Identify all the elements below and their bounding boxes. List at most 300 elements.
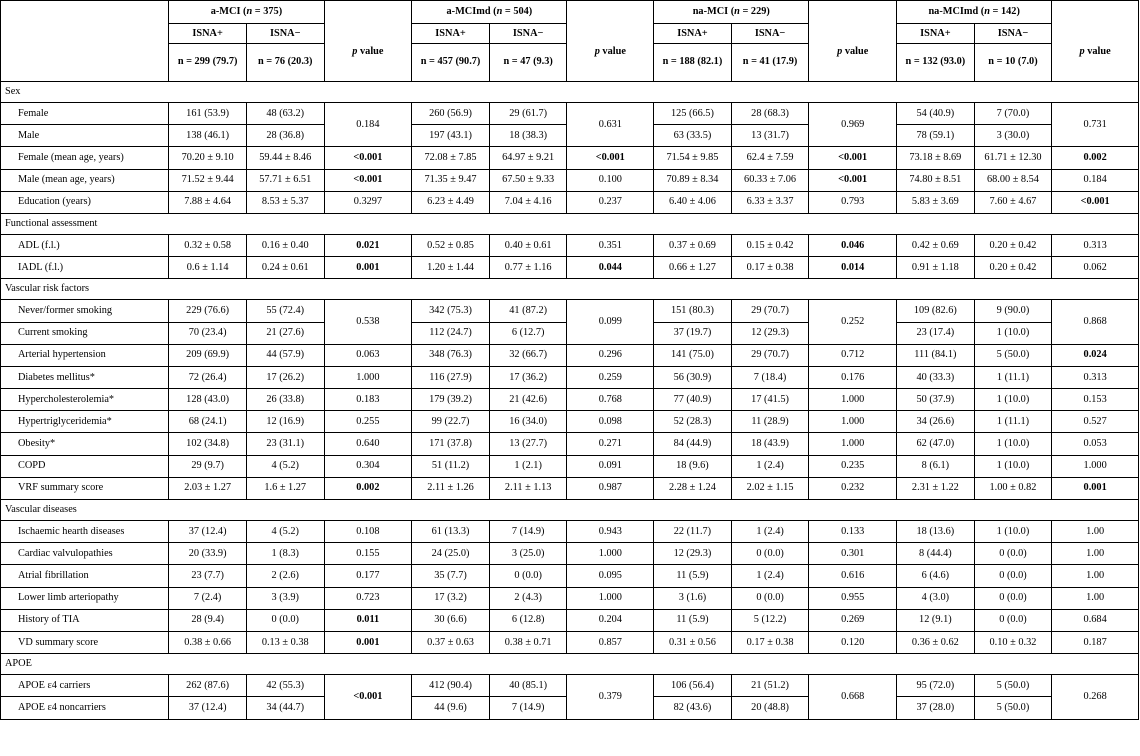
cell: 6 (12.7): [489, 322, 567, 344]
n-count: n = 47 (9.3): [489, 44, 567, 82]
p-value: 0.527: [1052, 411, 1139, 433]
cell: 161 (53.9): [169, 103, 247, 125]
cell: 12 (16.9): [246, 411, 324, 433]
row-label: Cardiac valvulopathies: [1, 543, 169, 565]
cell: 21 (27.6): [246, 322, 324, 344]
cell: 0.38 ± 0.71: [489, 631, 567, 653]
section-title-vascular-risk: Vascular risk factors: [1, 279, 1139, 300]
row-label: VRF summary score: [1, 477, 169, 499]
cell: 3 (30.0): [974, 125, 1052, 147]
p-value: 1.000: [324, 366, 412, 388]
cell: 0.10 ± 0.32: [974, 631, 1052, 653]
cell: 0 (0.0): [974, 565, 1052, 587]
p-value: 0.857: [567, 631, 654, 653]
cell: 7.88 ± 4.64: [169, 191, 247, 213]
cell: 0 (0.0): [246, 609, 324, 631]
cell: 30 (6.6): [412, 609, 490, 631]
cell: 116 (27.9): [412, 366, 490, 388]
cell: 229 (76.6): [169, 300, 247, 322]
table-row: [1, 257, 1139, 279]
cell: 1 (10.0): [974, 389, 1052, 411]
cell: 412 (90.4): [412, 675, 490, 697]
table-row: [1, 147, 1139, 169]
cell: 0.16 ± 0.40: [246, 234, 324, 256]
pvalue-header-spacer: [1052, 1, 1139, 24]
cell: 42 (55.3): [246, 675, 324, 697]
group-header-na-mci: na-MCI (n = 229): [654, 1, 809, 24]
cell: 73.18 ± 8.69: [897, 147, 975, 169]
group-header-a-mcimd: a-MCImd (n = 504): [412, 1, 567, 24]
p-value: <0.001: [324, 147, 412, 169]
p-value: 0.108: [324, 521, 412, 543]
p-value: 0.183: [324, 389, 412, 411]
cell: 51 (11.2): [412, 455, 490, 477]
cell: 8 (6.1): [897, 455, 975, 477]
p-value: 1.00: [1052, 543, 1139, 565]
row-label: COPD: [1, 455, 169, 477]
p-value: 0.351: [567, 234, 654, 256]
p-value: 1.00: [1052, 587, 1139, 609]
cell: 62 (47.0): [897, 433, 975, 455]
p-value: 0.271: [567, 433, 654, 455]
cell: 60.33 ± 7.06: [731, 169, 809, 191]
cell: 2.28 ± 1.24: [654, 477, 732, 499]
isna-pos-header: ISNA+: [654, 24, 732, 44]
row-label: History of TIA: [1, 609, 169, 631]
p-value: 0.3297: [324, 191, 412, 213]
p-value: 0.252: [809, 300, 897, 344]
cell: 72 (26.4): [169, 366, 247, 388]
p-value: 0.631: [567, 103, 654, 147]
row-label: VD summary score: [1, 631, 169, 653]
p-value: 0.668: [809, 675, 897, 719]
cell: 0.37 ± 0.63: [412, 631, 490, 653]
cell: 21 (51.2): [731, 675, 809, 697]
cell: 141 (75.0): [654, 344, 732, 366]
p-value: 0.269: [809, 609, 897, 631]
row-label: Never/former smoking: [1, 300, 169, 322]
section-row: [1, 500, 1139, 521]
cell: 12 (9.1): [897, 609, 975, 631]
section-title-functional: Functional assessment: [1, 213, 1139, 234]
cell: 1 (10.0): [974, 521, 1052, 543]
cell: 37 (12.4): [169, 697, 247, 719]
isna-neg-header: ISNA−: [246, 24, 324, 44]
p-value: 0.062: [1052, 257, 1139, 279]
row-label: ADL (f.l.): [1, 234, 169, 256]
cell: 70.89 ± 8.34: [654, 169, 732, 191]
cell: 17 (26.2): [246, 366, 324, 388]
p-value: 0.943: [567, 521, 654, 543]
cell: 342 (75.3): [412, 300, 490, 322]
cell: 1 (10.0): [974, 433, 1052, 455]
cell: 20 (33.9): [169, 543, 247, 565]
cell: 59.44 ± 8.46: [246, 147, 324, 169]
cell: 37 (28.0): [897, 697, 975, 719]
p-value: 0.014: [809, 257, 897, 279]
cell: 111 (84.1): [897, 344, 975, 366]
cell: 12 (29.3): [654, 543, 732, 565]
cell: 3 (25.0): [489, 543, 567, 565]
cell: 7 (18.4): [731, 366, 809, 388]
cell: 8.53 ± 5.37: [246, 191, 324, 213]
p-value: 0.793: [809, 191, 897, 213]
cell: 28 (68.3): [731, 103, 809, 125]
cell: 128 (43.0): [169, 389, 247, 411]
cell: 0.37 ± 0.69: [654, 234, 732, 256]
cell: 1 (8.3): [246, 543, 324, 565]
p-value: 0.155: [324, 543, 412, 565]
table-row: [1, 389, 1139, 411]
table-row: [1, 191, 1139, 213]
cell: 7 (70.0): [974, 103, 1052, 125]
cell: 29 (70.7): [731, 300, 809, 322]
cell: 1 (2.1): [489, 455, 567, 477]
cell: 61 (13.3): [412, 521, 490, 543]
p-value: 0.184: [324, 103, 412, 147]
cell: 2.31 ± 1.22: [897, 477, 975, 499]
row-label: Arterial hypertension: [1, 344, 169, 366]
section-title-apoe: APOE: [1, 654, 1139, 675]
p-value: 0.987: [567, 477, 654, 499]
cell: 0.31 ± 0.56: [654, 631, 732, 653]
pvalue-header: p value: [567, 24, 654, 82]
cell: 13 (27.7): [489, 433, 567, 455]
cell: 5.83 ± 3.69: [897, 191, 975, 213]
cell: 21 (42.6): [489, 389, 567, 411]
cell: 1 (11.1): [974, 366, 1052, 388]
cell: 2 (4.3): [489, 587, 567, 609]
cell: 5 (50.0): [974, 697, 1052, 719]
cell: 99 (22.7): [412, 411, 490, 433]
cell: 44 (57.9): [246, 344, 324, 366]
table-row: [1, 103, 1139, 125]
cell: 8 (44.4): [897, 543, 975, 565]
row-label: APOE ε4 carriers: [1, 675, 169, 697]
p-value: 0.184: [1052, 169, 1139, 191]
cell: 7.04 ± 4.16: [489, 191, 567, 213]
cell: 171 (37.8): [412, 433, 490, 455]
p-value: 0.313: [1052, 234, 1139, 256]
p-value: 0.187: [1052, 631, 1139, 653]
p-value: 0.100: [567, 169, 654, 191]
cell: 70 (23.4): [169, 322, 247, 344]
cell: 262 (87.6): [169, 675, 247, 697]
header-row-isna: [1, 24, 1139, 44]
cell: 0.36 ± 0.62: [897, 631, 975, 653]
isna-neg-header: ISNA−: [974, 24, 1052, 44]
p-value: 1.000: [809, 433, 897, 455]
cell: 20 (48.8): [731, 697, 809, 719]
p-value: 1.00: [1052, 521, 1139, 543]
cell: 3 (1.6): [654, 587, 732, 609]
cell: 0.6 ± 1.14: [169, 257, 247, 279]
header-row-groups: [1, 1, 1139, 24]
n-count: n = 76 (20.3): [246, 44, 324, 82]
group-header-na-mcimd: na-MCImd (n = 142): [897, 1, 1052, 24]
cell: 0.40 ± 0.61: [489, 234, 567, 256]
cell: 0 (0.0): [974, 609, 1052, 631]
cell: 44 (9.6): [412, 697, 490, 719]
cell: 0.66 ± 1.27: [654, 257, 732, 279]
cell: 12 (29.3): [731, 322, 809, 344]
cell: 3 (3.9): [246, 587, 324, 609]
p-value: <0.001: [809, 147, 897, 169]
section-row: [1, 82, 1139, 103]
p-value: 0.712: [809, 344, 897, 366]
cell: 7 (2.4): [169, 587, 247, 609]
cell: 11 (5.9): [654, 565, 732, 587]
isna-neg-header: ISNA−: [731, 24, 809, 44]
pvalue-header-spacer: [324, 1, 412, 24]
cell: 1 (10.0): [974, 322, 1052, 344]
header-corner: [1, 44, 169, 82]
p-value: <0.001: [324, 169, 412, 191]
cell: 4 (5.2): [246, 455, 324, 477]
p-value: 1.000: [809, 389, 897, 411]
cell: 55 (72.4): [246, 300, 324, 322]
cell: 77 (40.9): [654, 389, 732, 411]
cell: 29 (70.7): [731, 344, 809, 366]
p-value: 0.768: [567, 389, 654, 411]
cell: 23 (7.7): [169, 565, 247, 587]
row-label: IADL (f.l.): [1, 257, 169, 279]
cell: 6.23 ± 4.49: [412, 191, 490, 213]
p-value: 0.001: [324, 631, 412, 653]
table-row: [1, 587, 1139, 609]
cell: 13 (31.7): [731, 125, 809, 147]
cell: 0.17 ± 0.38: [731, 257, 809, 279]
cell: 2 (2.6): [246, 565, 324, 587]
isna-pos-header: ISNA+: [169, 24, 247, 44]
p-value: 0.095: [567, 565, 654, 587]
row-label: Female: [1, 103, 169, 125]
cell: 0.24 ± 0.61: [246, 257, 324, 279]
p-value: 1.00: [1052, 565, 1139, 587]
cell: 0.20 ± 0.42: [974, 234, 1052, 256]
row-label: Hypercholesterolemia*: [1, 389, 169, 411]
p-value: 0.011: [324, 609, 412, 631]
table-row: [1, 609, 1139, 631]
p-value: 0.731: [1052, 103, 1139, 147]
p-value: 0.538: [324, 300, 412, 344]
row-label: Current smoking: [1, 322, 169, 344]
p-value: 0.133: [809, 521, 897, 543]
cell: 109 (82.6): [897, 300, 975, 322]
cell: 82 (43.6): [654, 697, 732, 719]
cell: 72.08 ± 7.85: [412, 147, 490, 169]
cell: 2.11 ± 1.13: [489, 477, 567, 499]
cell: 0.20 ± 0.42: [974, 257, 1052, 279]
cell: 209 (69.9): [169, 344, 247, 366]
cell: 5 (50.0): [974, 675, 1052, 697]
p-value: 1.000: [809, 411, 897, 433]
cell: 23 (31.1): [246, 433, 324, 455]
p-value: 0.313: [1052, 366, 1139, 388]
p-value: 0.001: [1052, 477, 1139, 499]
cell: 0 (0.0): [731, 543, 809, 565]
p-value: 0.379: [567, 675, 654, 719]
cell: 54 (40.9): [897, 103, 975, 125]
cell: 57.71 ± 6.51: [246, 169, 324, 191]
cell: 0.15 ± 0.42: [731, 234, 809, 256]
cell: 0 (0.0): [731, 587, 809, 609]
cell: 7 (14.9): [489, 521, 567, 543]
p-value: 0.616: [809, 565, 897, 587]
cell: 179 (39.2): [412, 389, 490, 411]
row-label: Hypertriglyceridemia*: [1, 411, 169, 433]
p-value: 0.969: [809, 103, 897, 147]
cell: 106 (56.4): [654, 675, 732, 697]
group-header-a-mci: a-MCI (n = 375): [169, 1, 324, 24]
cell: 40 (85.1): [489, 675, 567, 697]
n-count: n = 132 (93.0): [897, 44, 975, 82]
cell: 71.35 ± 9.47: [412, 169, 490, 191]
cell: 17 (3.2): [412, 587, 490, 609]
cell: 56 (30.9): [654, 366, 732, 388]
pvalue-header-spacer: [809, 1, 897, 24]
row-label: Ischaemic hearth diseases: [1, 521, 169, 543]
p-value: 0.301: [809, 543, 897, 565]
pvalue-header: p value: [809, 24, 897, 82]
p-value: <0.001: [567, 147, 654, 169]
cell: 0 (0.0): [974, 587, 1052, 609]
cell: 11 (28.9): [731, 411, 809, 433]
table-row: [1, 344, 1139, 366]
cell: 1.00 ± 0.82: [974, 477, 1052, 499]
cell: 29 (61.7): [489, 103, 567, 125]
row-label: APOE ε4 noncarriers: [1, 697, 169, 719]
row-label: Female (mean age, years): [1, 147, 169, 169]
cell: 71.52 ± 9.44: [169, 169, 247, 191]
cell: 5 (12.2): [731, 609, 809, 631]
table-row: [1, 631, 1139, 653]
cell: 0 (0.0): [489, 565, 567, 587]
n-count: n = 299 (79.7): [169, 44, 247, 82]
p-value: 0.024: [1052, 344, 1139, 366]
cell: 18 (13.6): [897, 521, 975, 543]
p-value: <0.001: [809, 169, 897, 191]
cell: 6.40 ± 4.06: [654, 191, 732, 213]
cell: 67.50 ± 9.33: [489, 169, 567, 191]
cell: 0.52 ± 0.85: [412, 234, 490, 256]
cell: 71.54 ± 9.85: [654, 147, 732, 169]
cell: 18 (9.6): [654, 455, 732, 477]
section-row: [1, 654, 1139, 675]
isna-neg-header: ISNA−: [489, 24, 567, 44]
cell: 1.6 ± 1.27: [246, 477, 324, 499]
cell: 68 (24.1): [169, 411, 247, 433]
p-value: 0.235: [809, 455, 897, 477]
cell: 28 (36.8): [246, 125, 324, 147]
isna-pos-header: ISNA+: [412, 24, 490, 44]
cell: 64.97 ± 9.21: [489, 147, 567, 169]
cell: 61.71 ± 12.30: [974, 147, 1052, 169]
row-label: Male: [1, 125, 169, 147]
p-value: 0.684: [1052, 609, 1139, 631]
p-value: 0.002: [324, 477, 412, 499]
p-value: <0.001: [324, 675, 412, 719]
cell: 4 (5.2): [246, 521, 324, 543]
cell: 1 (11.1): [974, 411, 1052, 433]
cell: 23 (17.4): [897, 322, 975, 344]
cell: 138 (46.1): [169, 125, 247, 147]
cell: 1 (2.4): [731, 521, 809, 543]
table-row: [1, 433, 1139, 455]
cell: 35 (7.7): [412, 565, 490, 587]
p-value: 0.268: [1052, 675, 1139, 719]
cell: 2.11 ± 1.26: [412, 477, 490, 499]
cell: 1 (2.4): [731, 455, 809, 477]
cell: 16 (34.0): [489, 411, 567, 433]
cell: 62.4 ± 7.59: [731, 147, 809, 169]
cell: 29 (9.7): [169, 455, 247, 477]
cell: 6 (12.8): [489, 609, 567, 631]
p-value: 1.000: [567, 543, 654, 565]
p-value: 0.053: [1052, 433, 1139, 455]
cell: 84 (44.9): [654, 433, 732, 455]
cell: 1 (10.0): [974, 455, 1052, 477]
cell: 41 (87.2): [489, 300, 567, 322]
cell: 0.91 ± 1.18: [897, 257, 975, 279]
table-row: [1, 675, 1139, 697]
cell: 17 (41.5): [731, 389, 809, 411]
p-value: <0.001: [1052, 191, 1139, 213]
p-value: 0.091: [567, 455, 654, 477]
cell: 6 (4.6): [897, 565, 975, 587]
cell: 0.77 ± 1.16: [489, 257, 567, 279]
cell: 37 (19.7): [654, 322, 732, 344]
cell: 151 (80.3): [654, 300, 732, 322]
row-label: Diabetes mellitus*: [1, 366, 169, 388]
p-value: 0.255: [324, 411, 412, 433]
cell: 95 (72.0): [897, 675, 975, 697]
cell: 24 (25.0): [412, 543, 490, 565]
cell: 63 (33.5): [654, 125, 732, 147]
cell: 4 (3.0): [897, 587, 975, 609]
cell: 0.17 ± 0.38: [731, 631, 809, 653]
cell: 11 (5.9): [654, 609, 732, 631]
p-value: 0.063: [324, 344, 412, 366]
header-corner: [1, 24, 169, 44]
table-row: [1, 300, 1139, 322]
p-value: 0.232: [809, 477, 897, 499]
row-label: Obesity*: [1, 433, 169, 455]
cell: 17 (36.2): [489, 366, 567, 388]
cell: 197 (43.1): [412, 125, 490, 147]
cell: 7.60 ± 4.67: [974, 191, 1052, 213]
cell: 68.00 ± 8.54: [974, 169, 1052, 191]
cell: 0 (0.0): [974, 543, 1052, 565]
table-row: [1, 521, 1139, 543]
p-value: 0.099: [567, 300, 654, 344]
cell: 2.03 ± 1.27: [169, 477, 247, 499]
cell: 26 (33.8): [246, 389, 324, 411]
row-label: Male (mean age, years): [1, 169, 169, 191]
header-corner: [1, 1, 169, 24]
cell: 32 (66.7): [489, 344, 567, 366]
p-value: 0.098: [567, 411, 654, 433]
section-row: [1, 279, 1139, 300]
p-value: 0.046: [809, 234, 897, 256]
cell: 1.20 ± 1.44: [412, 257, 490, 279]
cell: 40 (33.3): [897, 366, 975, 388]
p-value: 0.153: [1052, 389, 1139, 411]
cell: 52 (28.3): [654, 411, 732, 433]
p-value: 0.044: [567, 257, 654, 279]
p-value: 0.001: [324, 257, 412, 279]
cell: 78 (59.1): [897, 125, 975, 147]
